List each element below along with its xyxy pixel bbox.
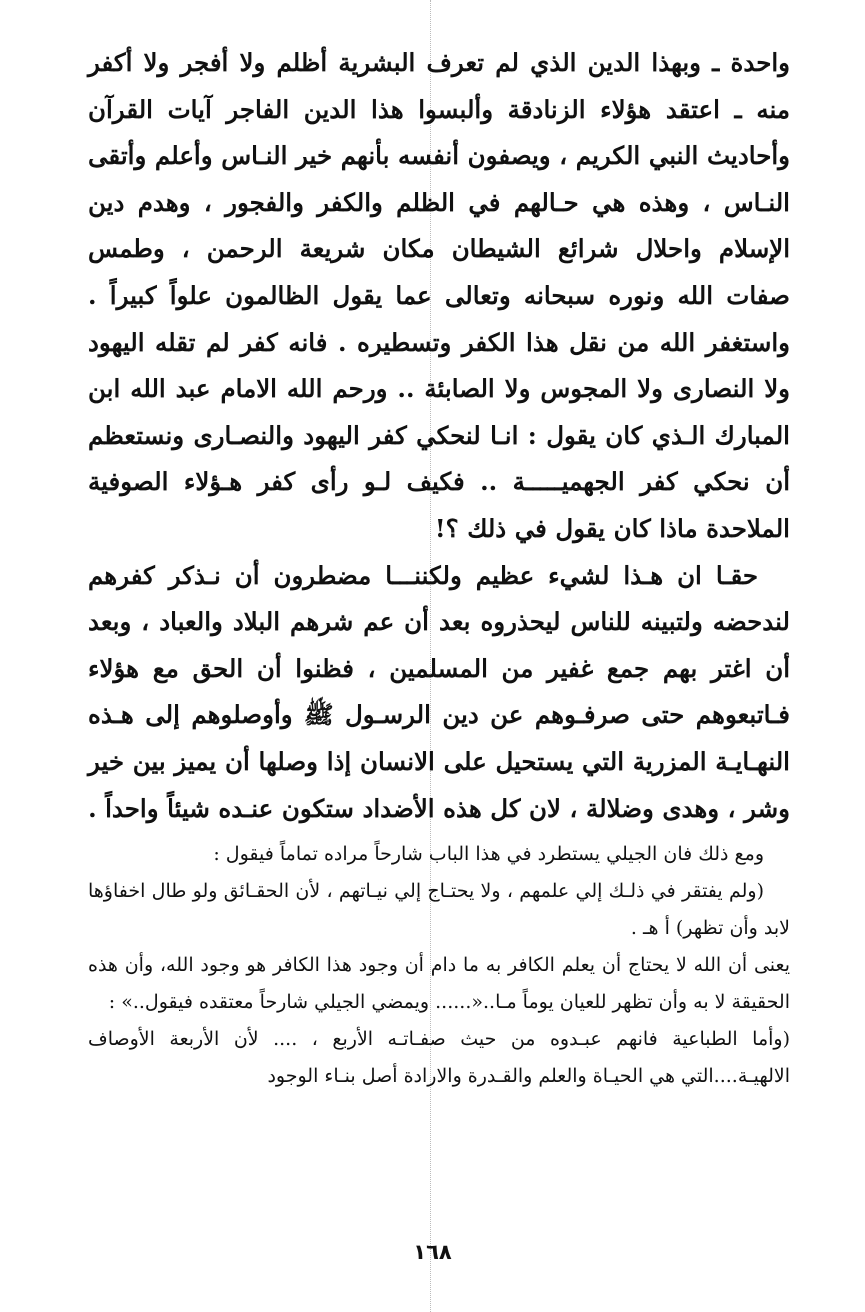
quote-paragraph-1: (ولم يفتقر في ذلـك إلي علمهم ، ولا يحتـاج إلي نيـاتهم ، لأن الحقـائق ولو طال اخفاؤها لابد وأن تظهر) أ هـ . (88, 880, 790, 940)
body-text (88, 40, 790, 1095)
quote-paragraph-2: (وأما الطباعية فانهم عبـدوه من حيث صفـاتـه الأربع ، .... لأن الأربعة الأوصاف الالهيـة....التي هي الحيـاة والعلم والقـدرة والارادة أصل بنـاء الوجود (88, 1028, 790, 1088)
paragraph-1: واحدة ـ وبهذا الدين الذي لم تعرف البشرية أظلم ولا أفجر ولا أكفر منه ـ اعتقد هؤلاء الزنادقة وألبسوا هذا الدين الفاجر آيات القرآن وأحاديث النبي الكريم ، ويصفون أنفسه بأنهم خير النـاس وأعلم وأتقى النـاس ، وهذه هي حـالهم في الظلم والكفر والفجور ، وهدم دين الإسلام واحلال شرائع الشيطان مكان شريعة الرحمن ، وطمس صفات الله ونوره سبحانه وتعالى عما يقول الظالمون علواً كبيراً . واستغفر الله من نقل هذا الكفر وتسطيره . فانه كفر لم تقله اليهود ولا النصارى ولا المجوس ولا الصابئة .. ورحم الله الامام عبد الله ابن المبارك الـذي كان يقول : انـا لنحكي كفر اليهود والنصـارى ونستعظم أن نحكي كفر الجهميـــــة .. فكيف لـو رأى كفر هـؤلاء الصوفية الملاحدة ماذا كان يقول في ذلك ؟! (88, 48, 790, 543)
page-number: ١٦٨ (413, 1240, 452, 1264)
paragraph-3: ومع ذلك فان الجيلي يستطرد في هذا الباب شارحاً مراده تماماً فيقول : (213, 843, 764, 866)
paragraph-4: يعنى أن الله لا يحتاج أن يعلم الكافر به ما دام أن وجود هذا الكافر هو وجود الله، وأن هذه الحقيقة لا به وأن تظهر للعيان يوماً مـا..«...... ويمضي الجيلي شارحاً معتقده فيقول..» : (88, 954, 790, 1014)
paragraph-2: حقـا ان هـذا لشيء عظيم ولكننـــا مضطرون أن نـذكر كفرهم لندحضه ولتبينه للناس ليحذروه بعد أن عم شرهم البلاد والعباد ، وبعد أن اغتر بهم جمع غفير من المسلمين ، فظنوا أن الحق مع هؤلاء فـاتبعوهم حتى صرفـوهم عن دين الرسـول ﷺ وأوصلوهم إلى هـذه النهـايـة المزرية التي يستحيل على الانسان إذا وصلها أن يميز بين خير وشر ، وهدى وضلالة ، لان كل هذه الأضداد ستكون عنـده شيئاً واحداً . (88, 560, 790, 823)
